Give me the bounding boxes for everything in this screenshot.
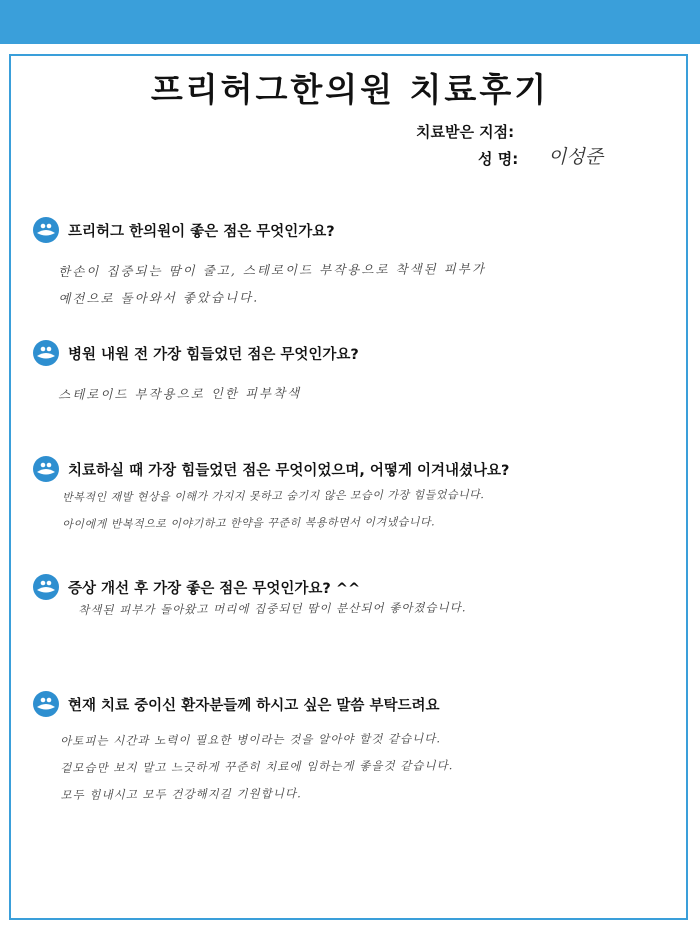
- question-1-text: 프리허그 한의원이 좋은 점은 무엇인가요?: [68, 223, 335, 240]
- answer-1-line-1: 한손이 집중되는 땀이 줄고, 스테로이드 부작용으로 착색된 피부가: [58, 261, 486, 279]
- question-5: [32, 690, 440, 718]
- answer-3-line-1: 반복적인 재발 현상을 이해가 가지지 못하고 숨기지 않은 모습이 가장 힘들었습니다.: [62, 488, 485, 504]
- question-4-text: 증상 개선 후 가장 좋은 점은 무엇인가요? ^^: [68, 580, 361, 597]
- question-1: [32, 216, 335, 244]
- question-2: [32, 339, 359, 367]
- form-title: 프리허그한의원 치료후기: [150, 70, 550, 109]
- answer-5-line-1: 아토피는 시간과 노력이 필요한 병이라는 것을 알아야 할것 같습니다.: [60, 731, 442, 748]
- hug-logo-icon: [32, 573, 60, 601]
- branch-label: 치료받은 지점:: [416, 123, 515, 141]
- hug-logo-icon: [32, 690, 60, 718]
- question-3: [32, 455, 509, 483]
- answer-4: [78, 593, 678, 624]
- answer-1-line-2: 예전으로 돌아와서 좋았습니다.: [58, 289, 260, 306]
- hug-logo-icon: [32, 339, 60, 367]
- answer-5-line-3: 모두 힘내시고 모두 건강해지길 기원합니다.: [60, 786, 302, 802]
- question-5-text: 현재 치료 중이신 환자분들께 하시고 싶은 말씀 부탁드려요: [68, 697, 440, 714]
- question-2-text: 병원 내원 전 가장 힘들었던 점은 무엇인가요?: [68, 346, 359, 363]
- name-label: 성 명:: [478, 150, 519, 168]
- answer-3-line-2: 아이에게 반복적으로 이야기하고 한약을 꾸준히 복용하면서 이겨냈습니다.: [62, 515, 436, 531]
- hug-logo-icon: [32, 216, 60, 244]
- answer-3: [62, 480, 662, 538]
- answer-2: [58, 377, 658, 408]
- name-value: 이성준: [548, 146, 604, 168]
- answer-4-line-1: 착색된 피부가 돌아왔고 머리에 집중되던 땀이 분산되어 좋아졌습니다.: [78, 600, 467, 617]
- answer-5-line-2: 겉모습만 보지 말고 느긋하게 꾸준히 치료에 임하는게 좋을것 같습니다.: [60, 758, 454, 775]
- answer-5: [60, 724, 661, 809]
- answer-2-line-1: 스테로이드 부작용으로 인한 피부착색: [58, 385, 302, 402]
- top-color-bar: [0, 0, 700, 44]
- question-3-text: 치료하실 때 가장 힘들었던 점은 무엇이었으며, 어떻게 이겨내셨나요?: [68, 462, 510, 479]
- hug-logo-icon: [32, 455, 60, 483]
- answer-1: [58, 254, 658, 312]
